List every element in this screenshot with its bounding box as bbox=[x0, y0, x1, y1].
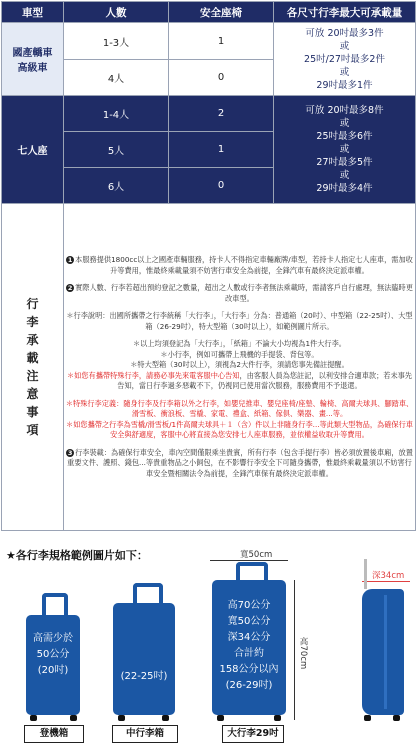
side-char: 意 bbox=[26, 387, 39, 401]
header-vehicle-type: 車型 bbox=[2, 2, 64, 23]
side-case-handle bbox=[364, 559, 367, 589]
case-text: 高需少於 bbox=[33, 633, 73, 644]
note-small-luggage: ＊小行李，例如可攜帶上飛機的手提袋、背包等。 bbox=[160, 349, 319, 359]
note-special bbox=[64, 371, 415, 392]
luggage-line: 25吋最多6件 bbox=[316, 131, 373, 142]
side-char: 承 bbox=[26, 333, 39, 347]
luggage-line: 可放 20吋最多3件 bbox=[305, 27, 384, 39]
wheel-icon bbox=[393, 715, 400, 721]
height-dimension: 高70cm bbox=[298, 637, 308, 670]
carry-on-suitcase bbox=[26, 615, 80, 715]
people-cell: 5人 bbox=[64, 132, 169, 168]
vehicle-capacity-table bbox=[1, 1, 416, 531]
note-luggage-count: ＊以上均須登記為「大行李」，「紙箱」不論大小均視為1件大行李。 bbox=[132, 339, 346, 348]
seat-cell: 0 bbox=[169, 168, 274, 204]
notes-side-label bbox=[2, 204, 64, 531]
case-text: (26-29吋) bbox=[225, 680, 273, 691]
luggage-line: 或 bbox=[339, 118, 350, 129]
note-text: ，由客服人員為您註記，以利安排合適車款；若未事先告知，當日行李過多惡載不下，仍視同已使用當次服務，服務費用不予退還。 bbox=[117, 370, 413, 390]
wheel-icon bbox=[217, 715, 224, 721]
luggage-line: 27吋最多5件 bbox=[316, 157, 373, 168]
luggage-line: 或 bbox=[339, 40, 350, 52]
large-case-label: 大行李29吋 bbox=[222, 725, 284, 743]
luggage-line: 或 bbox=[339, 144, 350, 155]
wheel-icon bbox=[162, 715, 169, 721]
side-char: 李 bbox=[26, 315, 39, 329]
seat-cell: 0 bbox=[169, 60, 274, 96]
van-luggage-cell bbox=[274, 96, 416, 204]
width-dimension: 寬50cm bbox=[240, 550, 273, 560]
luggage-line: 25吋/27吋最多2件 bbox=[304, 53, 385, 65]
seat-cell: 1 bbox=[169, 132, 274, 168]
medium-suitcase bbox=[113, 603, 175, 715]
note-text: 本服務提供1800cc以上之國產車輛服務，持卡人不得指定車輛廠牌/車型，若持卡人指定七人座車，需加收升等費用，惟最終乘載量須不妨害行車安全為前提，全鋒汽車有最終決定派車權。 bbox=[75, 255, 413, 275]
width-line bbox=[210, 560, 288, 561]
case-text: 深34公分 bbox=[227, 632, 271, 643]
large-suitcase bbox=[212, 580, 286, 715]
note-number: 2 bbox=[67, 284, 73, 292]
case-text: 158公分以內 bbox=[219, 664, 279, 675]
note-2 bbox=[64, 283, 415, 304]
depth-line bbox=[362, 581, 410, 582]
side-char: 事 bbox=[26, 405, 39, 419]
wheel-icon bbox=[30, 715, 37, 721]
luggage-line: 29吋最多1件 bbox=[316, 79, 373, 91]
note-warning: ＊如您有攜帶特殊行李，請務必事先來電客服中心告知 bbox=[66, 370, 240, 380]
case-text: 合計約 bbox=[234, 648, 264, 659]
luggage-line: 29吋最多4件 bbox=[316, 183, 373, 194]
side-char: 行 bbox=[26, 297, 39, 311]
luggage-line: 或 bbox=[339, 170, 350, 181]
header-luggage-capacity: 各尺寸行李最大可承載量 bbox=[274, 2, 416, 23]
case-text: 高70公分 bbox=[227, 600, 271, 611]
luggage-line: 可放 20吋最多8件 bbox=[305, 105, 384, 116]
notes-row bbox=[2, 204, 416, 531]
header-people: 人數 bbox=[64, 2, 169, 23]
side-case-ridge bbox=[384, 595, 387, 709]
note-text: 行李裝載：為確保行車安全，車內空間僅限乘坐貴賓，所有行李（包含手提行李）皆必須放置後車廂，放置重要文件、護照、錢包...等貴重物品之小飼包，在不影響行李安全下可隨身攜帶，惟最終乘載量須以不妨害行車安全暨相關法令為前提，全鋒汽車保有最終決定派車權。 bbox=[67, 447, 413, 478]
side-suitcase bbox=[362, 589, 404, 715]
van-category-cell: 七人座 bbox=[2, 96, 64, 204]
sedan-category-cell: 國產轎車 高級車 bbox=[2, 23, 64, 96]
carry-on-label: 登機箱 bbox=[24, 725, 84, 743]
table-row bbox=[2, 96, 416, 132]
note-luggage-desc: ＊行李說明：出國所攜帶之行李統稱「大行李」，「大行李」分為：普通箱（20吋）、中型箱（22-25吋）、大型箱（26-29吋），特大型箱（30吋以上），如範例圖片所示。 bbox=[66, 311, 413, 331]
luggage-examples-section bbox=[0, 537, 416, 749]
note-1 bbox=[64, 255, 415, 276]
side-char: 項 bbox=[26, 423, 39, 437]
wheel-icon bbox=[118, 715, 125, 721]
people-cell: 6人 bbox=[64, 168, 169, 204]
sedan-luggage-cell bbox=[274, 23, 416, 96]
note-oversize: ＊特大型箱（30吋以上），須視為2大件行李，須請您事先備註提醒。 bbox=[130, 360, 349, 369]
case-text: 寬50公分 bbox=[227, 616, 271, 627]
wheel-icon bbox=[274, 715, 281, 721]
header-safety-seat: 安全座椅 bbox=[169, 2, 274, 23]
people-cell: 1-4人 bbox=[64, 96, 169, 132]
people-cell: 4人 bbox=[64, 60, 169, 96]
note-number: 1 bbox=[67, 256, 73, 264]
side-char: 注 bbox=[26, 369, 39, 383]
side-char: 載 bbox=[26, 351, 39, 365]
wheel-icon bbox=[70, 715, 77, 721]
note-number: 3 bbox=[67, 448, 73, 457]
note-special-definition: ＊特殊行李定義：隨身行李及行李箱以外之行李，如嬰兒推車、嬰兒座椅/座墊、輪椅、高爾夫球具、腳踏車、滑雪板、衝浪板、雪橇、家電、禮盒、紙箱、傢俱、樂器、畫...等。 bbox=[65, 398, 414, 418]
case-text: (20吋) bbox=[37, 665, 69, 676]
people-cell: 1-3人 bbox=[64, 23, 169, 60]
table-header-row bbox=[2, 2, 416, 23]
medium-case-label: 中行李箱 bbox=[112, 725, 178, 743]
note-special-large: ＊如您攜帶之行李為雪橇/滑雪板/1件高爾夫球具＋１（含）件以上非隨身行李...等此類大型物品，為確保行車安全與舒適度，客服中心將直接為您安排七人座車服務，並依權益收取升等費用。 bbox=[66, 419, 413, 439]
notes-cell bbox=[64, 204, 416, 531]
note-text: 實際人數、行李若超出預約登記之數量，超出之人數或行李者無法乘載時，需請客戶自行處理，無法臨時更改車型。 bbox=[75, 283, 413, 303]
case-text: 50公分 bbox=[36, 649, 70, 660]
wheel-icon bbox=[364, 715, 371, 721]
examples-title: ★各行李規格範例圖片如下： bbox=[6, 549, 148, 562]
case-text: (22-25吋) bbox=[120, 671, 168, 682]
height-line bbox=[294, 580, 295, 720]
table-row bbox=[2, 23, 416, 60]
luggage-line: 或 bbox=[339, 66, 350, 78]
depth-dimension: 深34cm bbox=[372, 571, 405, 581]
note-3 bbox=[64, 448, 415, 480]
seat-cell: 1 bbox=[169, 23, 274, 60]
seat-cell: 2 bbox=[169, 96, 274, 132]
